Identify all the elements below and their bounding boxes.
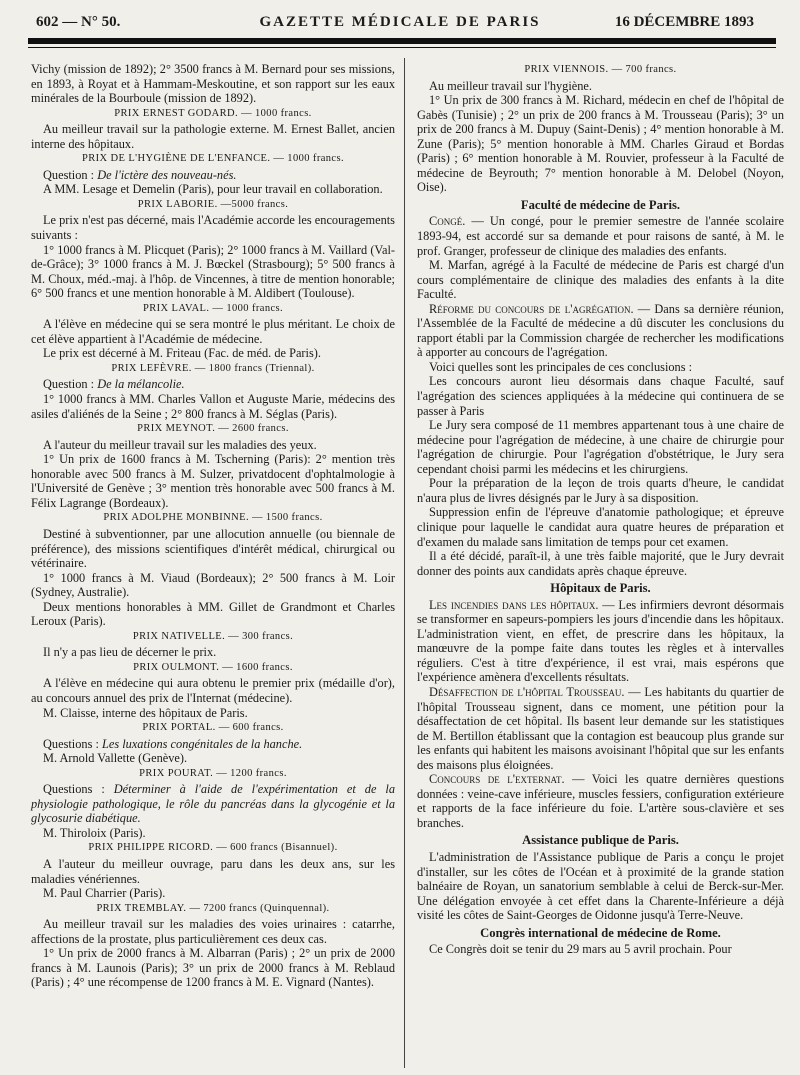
paragraph: M. Paul Charrier (Paris). <box>43 886 166 901</box>
paragraph: A l'élève en médecine qui se sera montré le plus méritant. Le choix de cet élève appartient à l'Académie de médecine. <box>31 317 395 346</box>
run-in-label: Réforme du concours de l'agrégation. <box>429 301 634 316</box>
paragraph: Ce Congrès doit se tenir du 29 mars au 5 avril prochain. Pour <box>429 942 732 957</box>
paragraph: A l'auteur du meilleur travail sur les maladies des yeux. <box>43 437 317 452</box>
prize-heading: PRIX MEYNOT. — 2600 francs. <box>137 423 289 435</box>
prize-heading: PRIX NATIVELLE. — 300 francs. <box>132 630 294 642</box>
header-rule-thick <box>28 38 776 44</box>
paragraph <box>417 772 784 830</box>
paragraph: Les concours auront lieu désormais dans chaque Faculté, sauf l'agrégation des sciences appliquées à la médecine qui continuera de se passer à Paris <box>417 374 784 418</box>
paragraph-text: — Dans sa dernière réunion, l'Assemblée de la Faculté de médecine a dû discuter les conclusions du rapport établi par la Commission chargée de rechercher les modifications à apporter au concours de l'agrégation. <box>417 301 784 360</box>
paragraph: 1° 1000 francs à M. Plicquet (Paris); 2° 1000 francs à M. Vaillard (Val-de-Grâce); 3° 1000 francs à M. J. Bœckel (Strasbourg); 5° 500 francs à M. Choux, méd.-maj. à l'hôp. de Vincennes, à titre de mention honorable; 6° 500 francs et une mention honorable à M. Aldibert (Toulouse). <box>31 242 395 301</box>
paragraph: Il n'y a pas lieu de décerner le prix. <box>43 645 217 660</box>
page-number: 602 — N° 50. <box>36 14 121 30</box>
run-in-label: Congé. <box>429 214 466 229</box>
paragraph-text: — Un congé, pour le premier semestre de l'année scolaire 1893-94, est accordé sur sa demande et pour raisons de santé, à M. le prof. Granger, professeur de clinique des maladies des enfants. <box>417 214 784 258</box>
right-column <box>417 62 784 957</box>
run-in-label: Désaffection de l'hôpital Trousseau. <box>429 684 625 699</box>
question-label: Question : <box>43 377 98 392</box>
paragraph: Le prix est décerné à M. Friteau (Fac. de méd. de Paris). <box>43 346 321 361</box>
paragraph-text: — Voici les quatre dernières questions données : veine-cave inférieure, muscles fessiers, configuration extérieure et rapports de la face inférieure du foie. L'artère sous-clavière et ses branches. <box>417 772 784 830</box>
section-heading: Hôpitaux de Paris. <box>550 581 651 596</box>
question-text: De la mélancolie. <box>97 377 185 392</box>
question-paragraph <box>31 782 395 826</box>
paragraph: 1° Un prix de 2000 francs à M. Albarran (Paris) ; 2° un prix de 2000 francs à M. Launois (Paris); 3° un prix de 2000 francs à M. Reblaud (Paris) ; 4° une récompense de 1200 francs à M. E. Vignard (Nantes). <box>31 946 395 990</box>
paragraph: M. Marfan, agrégé à la Faculté de médecine de Paris est chargé d'un cours complémentaire de clinique des maladies des enfants à la dite Faculté. <box>417 258 784 302</box>
paragraph: Au meilleur travail sur la pathologie externe. M. Ernest Ballet, ancien interne des hôpitaux. <box>31 122 395 151</box>
prize-heading: PRIX VIENNOIS. — 700 francs. <box>524 64 677 75</box>
issue-date: 16 DÉCEMBRE 1893 <box>614 14 754 30</box>
paragraph: Pour la préparation de la leçon de trois quarts d'heure, le candidat n'aura plus de livres désignés par le Jury à sa disposition. <box>417 476 784 505</box>
question-label: Question : <box>43 167 98 182</box>
paragraph: M. Thiroloix (Paris). <box>43 825 146 840</box>
paragraph: Voici quelles sont les principales de ces conclusions : <box>429 359 693 374</box>
paragraph: A l'élève en médecine qui aura obtenu le premier prix (médaille d'or), au concours annuel des prix de l'Internat (médecine). <box>31 676 395 705</box>
paragraph <box>417 302 784 360</box>
paragraph: 1° 1000 francs à M. Viaud (Bordeaux); 2° 500 francs à M. Loir (Sydney, Australie). <box>31 570 395 600</box>
paragraph <box>417 685 784 772</box>
run-in-label: Concours de l'externat. <box>429 772 565 787</box>
question-text: Déterminer à l'aide de l'expérimentation et de la physiologie pathologique, le rôle du pancréas dans la glycogénie et la glycosurie diabétique. <box>31 782 395 826</box>
question-label: Questions : <box>43 782 114 797</box>
question-text: Les luxations congénitales de la hanche. <box>101 736 303 751</box>
section-heading: Congrès international de médecine de Rome. <box>480 925 721 940</box>
paragraph: Suppression enfin de l'épreuve d'anatomie pathologique; et épreuve clinique pour laquelle le candidat aura quatre heures de préparation et d'examen du malade sans limitation de temps pour cet examen. <box>417 505 784 549</box>
paragraph: Vichy (mission de 1892); 2° 3500 francs à M. Bernard pour ses missions, en 1893, à Royat et à Hammam-Meskoutine, et son rapport sur les eaux minérales de la Bourboule (mission de 1892). <box>31 62 395 106</box>
paragraph <box>417 598 784 685</box>
run-in-label: Les incendies dans les hôpitaux. <box>429 597 599 612</box>
question-paragraph <box>31 737 395 752</box>
paragraph: Au meilleur travail sur l'hygiène. <box>429 78 592 93</box>
paragraph: A l'auteur du meilleur ouvrage, paru dans les deux ans, sur les maladies vénériennes. <box>31 856 395 886</box>
question-paragraph <box>31 168 395 183</box>
paragraph: 1° 1000 francs à MM. Charles Vallon et Auguste Marie, médecins des asiles d'aliénés de la Seine ; 2° 800 francs à M. Séglas (Paris). <box>31 392 395 421</box>
column-divider <box>404 58 405 1068</box>
prize-heading: PRIX POURAT. — 1200 francs. <box>139 767 287 779</box>
paragraph: M. Arnold Vallette (Genève). <box>43 751 188 766</box>
page-header <box>18 12 782 38</box>
paragraph: Il a été décidé, paraît-il, à une très faible majorité, que le Jury devrait donner des points aux candidats après chaque épreuve. <box>417 549 784 578</box>
paragraph-text: — Les infirmiers devront désormais se transformer en sapeurs-pompiers les jours d'incendie dans les hôpitaux. L'administration vient, en effet, de prescrire dans les hôpitaux, la manœuvre de la pompe faite dans toutes les règles et à intervalles réguliers. C'est à titre d'expérience, il est vrai, mais espérons que l'expérience amènera d'excellents résultats. <box>417 597 784 685</box>
question-text: De l'ictère des nouveau-nés. <box>97 167 237 182</box>
left-column <box>31 62 395 990</box>
prize-heading: PRIX ADOLPHE MONBINNE. — 1500 francs. <box>103 512 323 524</box>
question-paragraph <box>31 377 395 392</box>
prize-heading: PRIX LABORIE. —5000 francs. <box>137 198 289 210</box>
paragraph: Destiné à subventionner, par une allocution annuelle (ou biennale de préférence), des missions scientifiques d'intérêt médical, chirurgical ou vétérinaire. <box>31 526 395 571</box>
paragraph <box>417 214 784 258</box>
paragraph-text: — Les habitants du quartier de l'hôpital Trousseau signent, dans ce moment, une pétition pour la désaffectation de cet hôpital. Ils basent leur demande sur les statistiques de M. Bertillon établissant que la contagion est beaucoup plus grande sur les enfants qui habitent les maisons avoisinant l'hôpital que sur les enfants des maisons plus éloignées. <box>417 684 784 772</box>
prize-heading: PRIX ERNEST GODARD. — 1000 francs. <box>114 107 312 119</box>
paragraph: Le Jury sera composé de 11 membres appartenant tous à une chaire de médecine pour l'agrégation de médecine, à une chaire de chirurgie pour l'agrégation de chirurgie. Pour l'agrégation d'obstétrique, le Jury sera cependant choisi parmi les médecins et les chirurgiens. <box>417 418 784 476</box>
paragraph: Le prix n'est pas décerné, mais l'Académie accorde les encouragements suivants : <box>31 213 395 243</box>
header-rule-thin <box>28 47 776 48</box>
section-heading: Faculté de médecine de Paris. <box>520 197 681 212</box>
paragraph: Au meilleur travail sur les maladies des voies urinaires : catarrhe, affections de la prostate, plus particulièrement ces deux cas. <box>31 917 395 946</box>
paragraph: Deux mentions honorables à MM. Gillet de Grandmont et Charles Leroux (Paris). <box>31 599 395 629</box>
paragraph: A MM. Lesage et Demelin (Paris), pour leur travail en collaboration. <box>43 182 383 197</box>
section-heading: Assistance publique de Paris. <box>522 833 679 848</box>
prize-heading: PRIX PHILIPPE RICORD. — 600 francs (Bisannuel). <box>88 842 338 854</box>
prize-heading: PRIX LEFÈVRE. — 1800 francs (Triennal). <box>111 362 315 374</box>
prize-heading: PRIX PORTAL. — 600 francs. <box>142 722 284 734</box>
prize-heading: PRIX TREMBLAY. — 7200 francs (Quinquennal). <box>96 902 330 914</box>
question-label: Questions : <box>43 736 102 751</box>
paragraph: L'administration de l'Assistance publique de Paris a conçu le projet d'installer, sur les côtes de l'Océan et à proximité de la grande station balnéaire de Royan, un sanatorium semblable à celui de Berck-sur-Mer. Une délégation envoyée à cet effet dans la Charente-Inférieure a déjà visité les côtes de Saint-Georges de Oidonne jusqu'à Terre-Neuve. <box>417 849 784 923</box>
paragraph: 1° Un prix de 300 francs à M. Richard, médecin en chef de l'hôpital de Gabès (Tunisie) ; 2° un prix de 200 francs à M. Trousseau (Paris); 3° un prix de 200 francs à M. Dupuy (Saint-Denis) ; 4° mention honorable à M. Zune (Paris); 5° mention honorable à MM. Charles Giraud et Bordas (Paris) ; 6° mention honorable à M. Rouvier, professeur à la Faculté de médecine de Beyrouth; 7° mention honorable à M. Delobel (Noyon, Oise). <box>417 93 784 195</box>
journal-title: GAZETTE MÉDICALE DE PARIS <box>259 14 541 30</box>
paragraph: M. Claisse, interne des hôpitaux de Paris. <box>43 705 248 720</box>
paragraph: 1° Un prix de 1600 francs à M. Tscherning (Paris): 2° mention très honorable avec 500 francs à M. Sulzer, privatdocent d'ophtalmologie à l'Université de Genève ; 3° mention très honorable avec 500 francs à M. Félix Lagrange (Bordeaux). <box>31 452 395 510</box>
prize-heading: PRIX DE L'HYGIÈNE DE L'ENFANCE. — 1000 francs. <box>82 153 344 165</box>
prize-heading: PRIX OULMONT. — 1600 francs. <box>133 661 293 673</box>
prize-heading: PRIX LAVAL. — 1000 francs. <box>142 302 284 314</box>
